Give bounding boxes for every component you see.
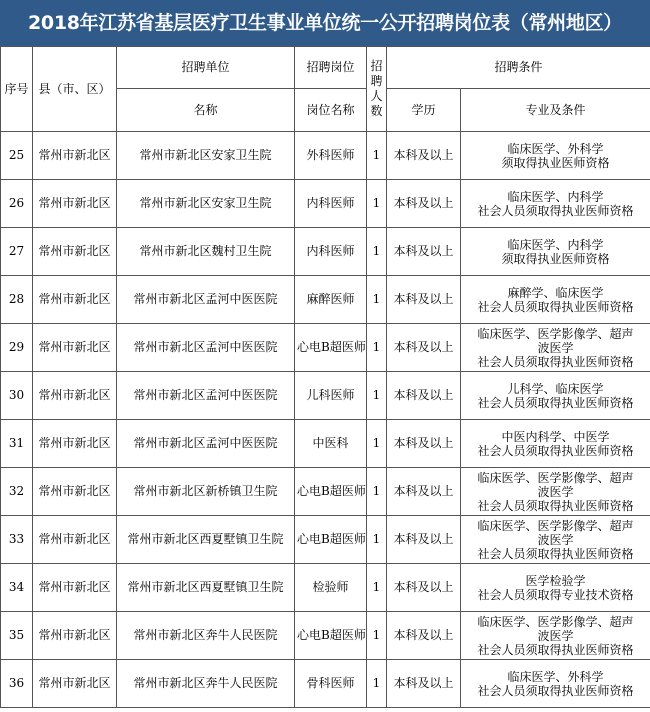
condition-line: 儿科学、临床医学 [507, 381, 604, 396]
cell-count: 1 [367, 324, 387, 372]
cell-edu: 本科及以上 [387, 420, 461, 468]
cell-edu: 本科及以上 [387, 228, 461, 276]
cell-count: 1 [367, 372, 387, 420]
cell-conditions [461, 468, 650, 516]
condition-line: 社会人员须取得执业医师资格 [477, 498, 634, 513]
cell-conditions [461, 228, 650, 276]
cell-conditions [461, 180, 650, 228]
cell-unit: 常州市新北区西夏墅镇卫生院 [117, 516, 295, 564]
cell-post: 麻醉医师 [295, 276, 367, 324]
cell-count: 1 [367, 180, 387, 228]
cell-unit: 常州市新北区西夏墅镇卫生院 [117, 564, 295, 612]
condition-line: 临床医学、医学影像学、超声 [477, 470, 634, 485]
condition-line: 医学检验学 [525, 573, 586, 588]
table-row [1, 660, 650, 708]
table-row [1, 564, 650, 612]
cell-county: 常州市新北区 [33, 468, 117, 516]
table-row [1, 132, 650, 180]
cell-conditions [461, 516, 650, 564]
cell-edu: 本科及以上 [387, 372, 461, 420]
cell-unit: 常州市新北区安家卫生院 [117, 180, 295, 228]
cell-county: 常州市新北区 [33, 516, 117, 564]
header-post-name: 岗位名称 [295, 89, 367, 132]
condition-line: 社会人员须取得执业医师资格 [477, 299, 634, 314]
condition-line: 社会人员须取得执业医师资格 [477, 395, 634, 410]
cell-seq: 34 [1, 564, 33, 612]
condition-line: 社会人员须取得专业技术资格 [477, 587, 634, 602]
header-cond-group: 招聘条件 [387, 47, 650, 89]
table-row [1, 324, 650, 372]
cell-unit: 常州市新北区奔牛人民医院 [117, 660, 295, 708]
header-unit-name: 名称 [117, 89, 295, 132]
recruitment-table [0, 46, 650, 708]
condition-line: 波医学 [537, 340, 574, 355]
header-county: 县（市、区） [33, 47, 117, 132]
cell-unit: 常州市新北区魏村卫生院 [117, 228, 295, 276]
condition-line: 临床医学、内科学 [507, 237, 604, 252]
cell-seq: 26 [1, 180, 33, 228]
header-count: 招聘人数 [367, 47, 387, 132]
table-row [1, 612, 650, 660]
condition-line: 波医学 [537, 484, 574, 499]
condition-line: 临床医学、内科学 [507, 189, 604, 204]
cell-seq: 32 [1, 468, 33, 516]
cell-post: 儿科医师 [295, 372, 367, 420]
cell-seq: 27 [1, 228, 33, 276]
condition-line: 社会人员须取得执业医师资格 [477, 642, 634, 657]
cell-post: 中医科 [295, 420, 367, 468]
cell-seq: 35 [1, 612, 33, 660]
table-row [1, 276, 650, 324]
cell-conditions [461, 276, 650, 324]
cell-county: 常州市新北区 [33, 324, 117, 372]
cell-county: 常州市新北区 [33, 564, 117, 612]
cell-count: 1 [367, 660, 387, 708]
cell-unit: 常州市新北区新桥镇卫生院 [117, 468, 295, 516]
cell-county: 常州市新北区 [33, 612, 117, 660]
cell-count: 1 [367, 468, 387, 516]
cell-unit: 常州市新北区孟河中医医院 [117, 276, 295, 324]
cell-post: 内科医师 [295, 180, 367, 228]
cell-edu: 本科及以上 [387, 660, 461, 708]
cell-edu: 本科及以上 [387, 516, 461, 564]
table-row [1, 228, 650, 276]
cell-conditions [461, 372, 650, 420]
cell-unit: 常州市新北区安家卫生院 [117, 132, 295, 180]
cell-unit: 常州市新北区孟河中医医院 [117, 420, 295, 468]
cell-edu: 本科及以上 [387, 276, 461, 324]
condition-line: 临床医学、外科学 [507, 141, 604, 156]
cell-post: 心电B超医师 [295, 324, 367, 372]
cell-edu: 本科及以上 [387, 324, 461, 372]
header-post-group: 招聘岗位 [295, 47, 367, 89]
cell-conditions [461, 564, 650, 612]
condition-line: 临床医学、医学影像学、超声 [477, 518, 634, 533]
cell-county: 常州市新北区 [33, 660, 117, 708]
cell-post: 检验师 [295, 564, 367, 612]
cell-county: 常州市新北区 [33, 180, 117, 228]
condition-line: 中医内科学、中医学 [501, 429, 610, 444]
cell-post: 心电B超医师 [295, 516, 367, 564]
condition-line: 麻醉学、临床医学 [507, 285, 604, 300]
cell-conditions [461, 660, 650, 708]
cell-post: 心电B超医师 [295, 468, 367, 516]
cell-county: 常州市新北区 [33, 276, 117, 324]
cell-edu: 本科及以上 [387, 468, 461, 516]
header-seq: 序号 [1, 47, 33, 132]
cell-edu: 本科及以上 [387, 612, 461, 660]
cell-count: 1 [367, 228, 387, 276]
header-edu: 学历 [387, 89, 461, 132]
cell-seq: 33 [1, 516, 33, 564]
cell-seq: 28 [1, 276, 33, 324]
header-major: 专业及条件 [461, 89, 650, 132]
cell-seq: 36 [1, 660, 33, 708]
cell-post: 心电B超医师 [295, 612, 367, 660]
cell-post: 内科医师 [295, 228, 367, 276]
cell-count: 1 [367, 516, 387, 564]
condition-line: 波医学 [537, 532, 574, 547]
condition-line: 社会人员须取得执业医师资格 [477, 443, 634, 458]
cell-seq: 25 [1, 132, 33, 180]
cell-seq: 30 [1, 372, 33, 420]
cell-conditions [461, 420, 650, 468]
condition-line: 须取得执业医师资格 [501, 251, 610, 266]
cell-county: 常州市新北区 [33, 372, 117, 420]
condition-line: 波医学 [537, 628, 574, 643]
cell-conditions [461, 612, 650, 660]
condition-line: 社会人员须取得执业医师资格 [477, 354, 634, 369]
condition-line: 临床医学、医学影像学、超声 [477, 326, 634, 341]
condition-line: 须取得执业医师资格 [501, 155, 610, 170]
table-row [1, 180, 650, 228]
condition-line: 社会人员须取得执业医师资格 [477, 683, 634, 698]
table-row [1, 516, 650, 564]
condition-line: 社会人员须取得执业医师资格 [477, 546, 634, 561]
cell-county: 常州市新北区 [33, 420, 117, 468]
header-row-1 [1, 47, 650, 89]
cell-edu: 本科及以上 [387, 180, 461, 228]
cell-unit: 常州市新北区孟河中医医院 [117, 372, 295, 420]
table-row [1, 420, 650, 468]
cell-conditions [461, 132, 650, 180]
cell-post: 外科医师 [295, 132, 367, 180]
table-row [1, 468, 650, 516]
cell-edu: 本科及以上 [387, 564, 461, 612]
condition-line: 临床医学、外科学 [507, 669, 604, 684]
cell-count: 1 [367, 420, 387, 468]
cell-count: 1 [367, 276, 387, 324]
cell-conditions [461, 324, 650, 372]
cell-unit: 常州市新北区奔牛人民医院 [117, 612, 295, 660]
cell-unit: 常州市新北区孟河中医医院 [117, 324, 295, 372]
cell-seq: 31 [1, 420, 33, 468]
cell-county: 常州市新北区 [33, 228, 117, 276]
condition-line: 临床医学、医学影像学、超声 [477, 614, 634, 629]
condition-line: 社会人员须取得执业医师资格 [477, 203, 634, 218]
cell-count: 1 [367, 564, 387, 612]
cell-count: 1 [367, 132, 387, 180]
cell-seq: 29 [1, 324, 33, 372]
cell-count: 1 [367, 612, 387, 660]
page-title: 2018年江苏省基层医疗卫生事业单位统一公开招聘岗位表（常州地区） [0, 0, 650, 46]
header-unit-group: 招聘单位 [117, 47, 295, 89]
cell-edu: 本科及以上 [387, 132, 461, 180]
cell-county: 常州市新北区 [33, 132, 117, 180]
cell-post: 骨科医师 [295, 660, 367, 708]
table-row [1, 372, 650, 420]
